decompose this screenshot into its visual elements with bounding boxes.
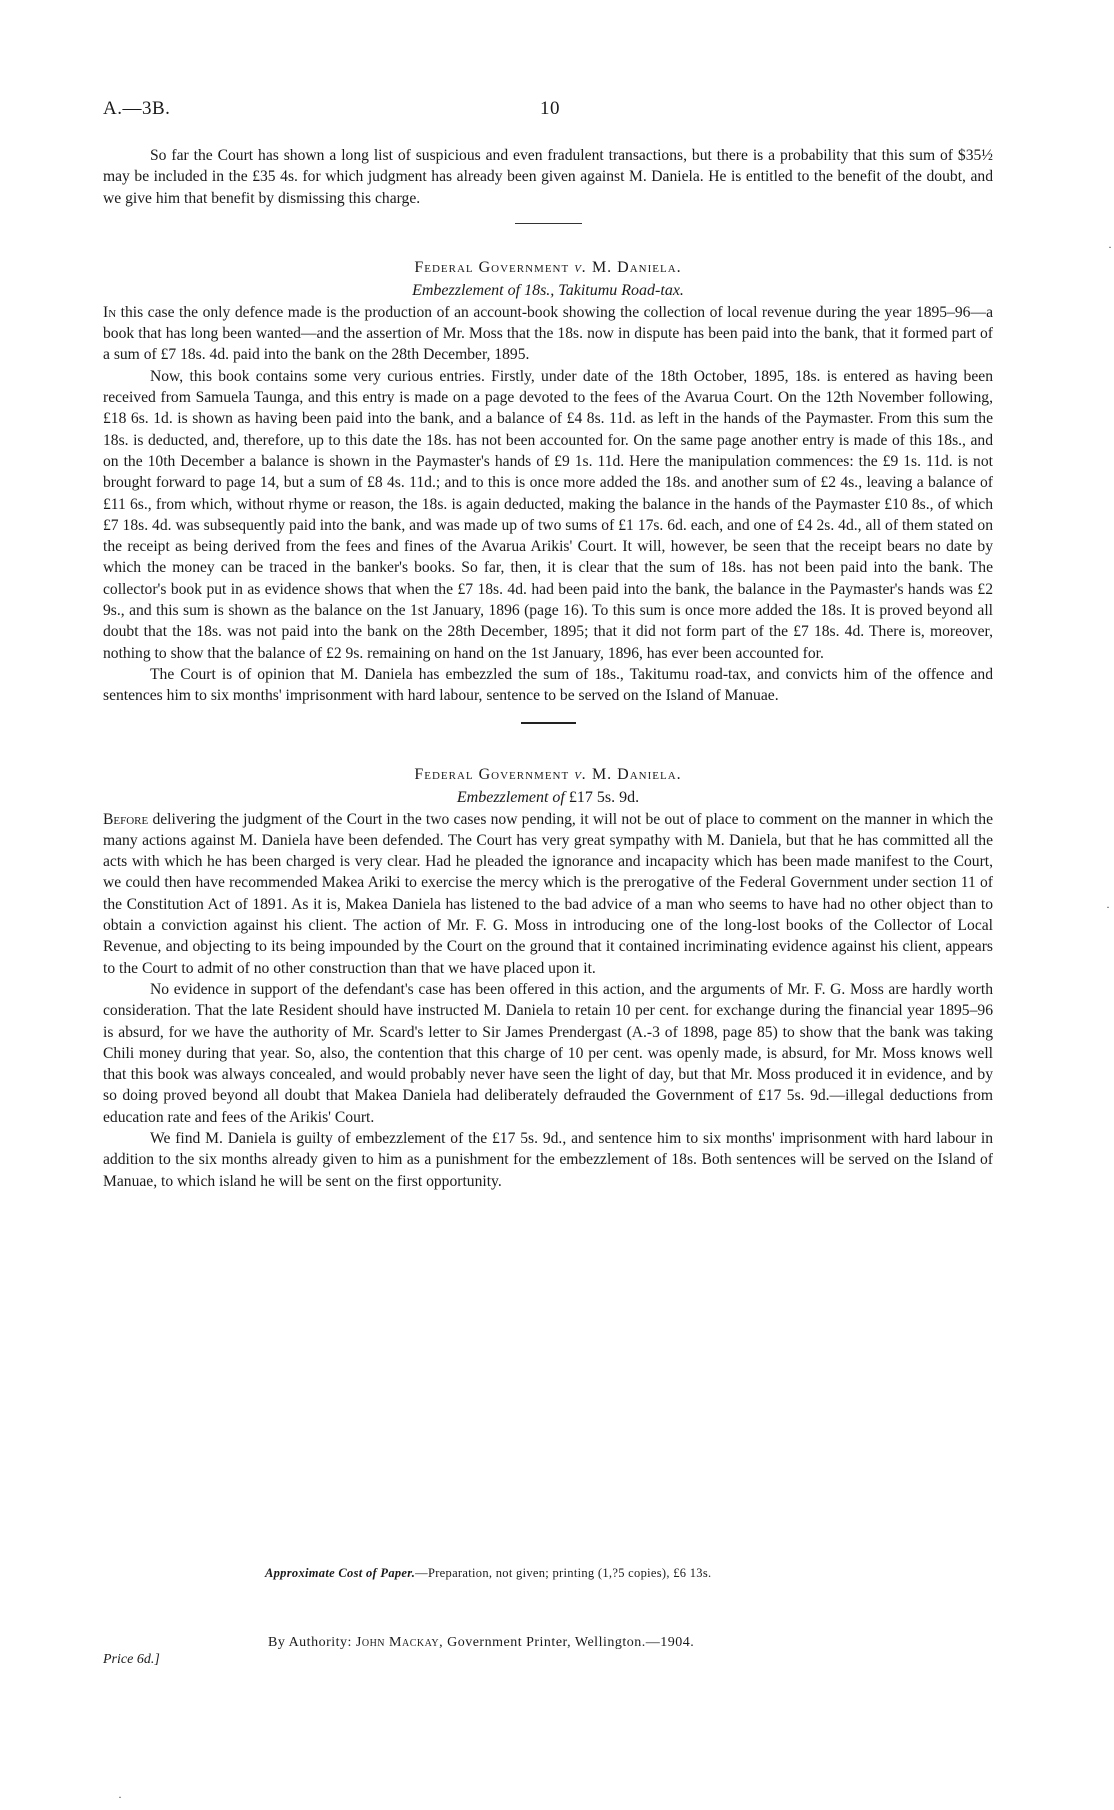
case-1-title: Federal Government v. M. Daniela. (414, 258, 682, 276)
case-2-title: Federal Government v. M. Daniela. (414, 765, 682, 783)
printer-authority-line: By Authority: John Mackay, Government Printer, Wellington.—1904. (268, 1635, 695, 1650)
section-divider (515, 223, 582, 224)
case-1-subtitle: Embezzlement of 18s., Takitumu Road-tax. (412, 281, 684, 299)
margin-speck: · (1106, 900, 1110, 914)
margin-speck: · (118, 1790, 122, 1804)
case-2-paragraph-3: We find M. Daniela is guilty of embezzlement of the £17 5s. 9d., and sentence him to six months' imprisonment with hard labour in addition to the six months already given to him as a punishment for the embezzlement of 18s. Both sentences will be served on the Island of Manuae, to which island he will be sent on the first opportunity. (103, 1129, 993, 1190)
case-1-paragraph-1: In this case the only defence made is the production of an account-book showing the collection of local revenue during the year 1895–96—a book that has long been wanted—and the assertion of Mr. Moss that the 18s. now in dispute has been paid into the bank, that it formed part of a sum of £7 18s. 4d. paid into the bank on the 28th December, 1895. (103, 303, 993, 364)
margin-speck: · (1108, 240, 1112, 254)
price-note: Price 6d.] (103, 1652, 160, 1667)
case-2-subtitle: Embezzlement of £17 5s. 9d. (456, 788, 640, 806)
intro-paragraph: So far the Court has shown a long list of suspicious and even fradulent transactions, but there is a probability that this sum of $35½ may be included in the £35 4s. for which judgment has already been given against M. Daniela. He is entitled to the benefit of the doubt, and we give him that benefit by dismissing this charge. (103, 147, 993, 207)
page-number: 10 (540, 98, 560, 119)
case-1-paragraph-2: Now, this book contains some very curious entries. Firstly, under date of the 18th October, 1895, 18s. is entered as having been received from Samuela Taunga, and this entry is made on a page devoted to the fees of the Avarua Court. On the 12th November following, £18 6s. 1d. is shown as having been paid into the bank, and a balance of £4 8s. 11d. as left in the hands of the Paymaster. From this sum the 18s. is deducted, and, therefore, up to this date the 18s. has not been accounted for. On the same page another entry is made of this 18s., and on the 10th December a balance is shown in the Paymaster's hands of £9 1s. 11d. Here the manipulation commences: the £9 1s. 11d. is not brought forward to page 14, but a sum of £8 4s. 11d.; and to this is once more added the 18s. and another sum of £2 4s., leaving a balance of £11 6s., from which, without rhyme or reason, the 18s. is again deducted, making the balance in the hands of the Paymaster £10 8s., of which £7 18s. 4d. was subsequently paid into the bank, and was made up of two sums of £1 17s. 6d. each, and one of £4 2s. 4d., all of them stated on the receipt as being derived from the fees and fines of the Avarua Arikis' Court. It will, however, be seen that the receipt bears no date by which the money can be traced in the banker's books. So far, then, it is clear that the sum of 18s. has not been paid into the bank. The collector's book put in as evidence shows that when the £7 18s. 4d. had been paid into the bank, the balance in the Paymaster's hands was £2 9s., and this sum is shown as the balance on the 1st January, 1896 (page 16). To this sum is once more added the 18s. It is proved beyond all doubt that the 18s. was not paid into the bank on the 28th December, 1895; that it did not form part of the £7 18s. 4d. There is, moreover, nothing to show that the balance of £2 9s. remaining on hand on the 1st January, 1896, has ever been accounted for. (103, 367, 993, 662)
cost-of-paper-note: Approximate Cost of Paper.—Preparation, not given; printing (1,?5 copies), £6 13s. (265, 1566, 712, 1580)
document-reference: A.—3B. (103, 98, 171, 119)
document-body (103, 145, 993, 1192)
case-2-paragraph-2: No evidence in support of the defendant's case has been offered in this action, and the arguments of Mr. F. G. Moss are hardly worth consideration. That the late Resident should have instructed M. Daniela to retain 10 per cent. for exchange during the financial year 1895–96 is absurd, for we have the authority of Mr. Scard's letter to Sir James Prendergast (A.-3 of 1898, page 85) to show that the bank was taking Chili money during that year. So, also, the contention that this charge of 10 per cent. was openly made, is absurd, for Mr. Moss knows well that this book was always concealed, and would probably never have seen the light of day, but that Mr. Moss produced it in evidence, and by so doing proved beyond all doubt that Makea Daniela had deliberately defrauded the Government of £17 5s. 9d.—illegal deductions from education rate and fees of the Arikis' Court. (103, 980, 993, 1126)
section-divider (521, 722, 576, 724)
case-1-paragraph-3: The Court is of opinion that M. Daniela has embezzled the sum of 18s., Takitumu road-tax, and convicts him of the offence and sentences him to six months' imprisonment with hard labour, sentence to be served on the Island of Manuae. (103, 665, 993, 705)
case-2-paragraph-1: Before delivering the judgment of the Court in the two cases now pending, it will not be out of place to comment on the manner in which the many actions against M. Daniela have been defended. The Court has very great sympathy with M. Daniela, but that he has committed all the acts with which he has been charged is very clear. Had he pleaded the ignorance and incapacity which has been made manifest to the Court, we could then have recommended Makea Ariki to exercise the mercy which is the prerogative of the Federal Government under section 11 of the Constitution Act of 1891. As it is, Makea Daniela has listened to the bad advice of a man who seems to have had no other object than to obtain a conviction against his client. The action of Mr. F. G. Moss in introducing one of the long-lost books of the Collector of Local Revenue, and objecting to its being impounded by the Court on the ground that it contained incriminating evidence against his client, appears to the Court to admit of no other construction than that we have placed upon it. (103, 810, 993, 977)
